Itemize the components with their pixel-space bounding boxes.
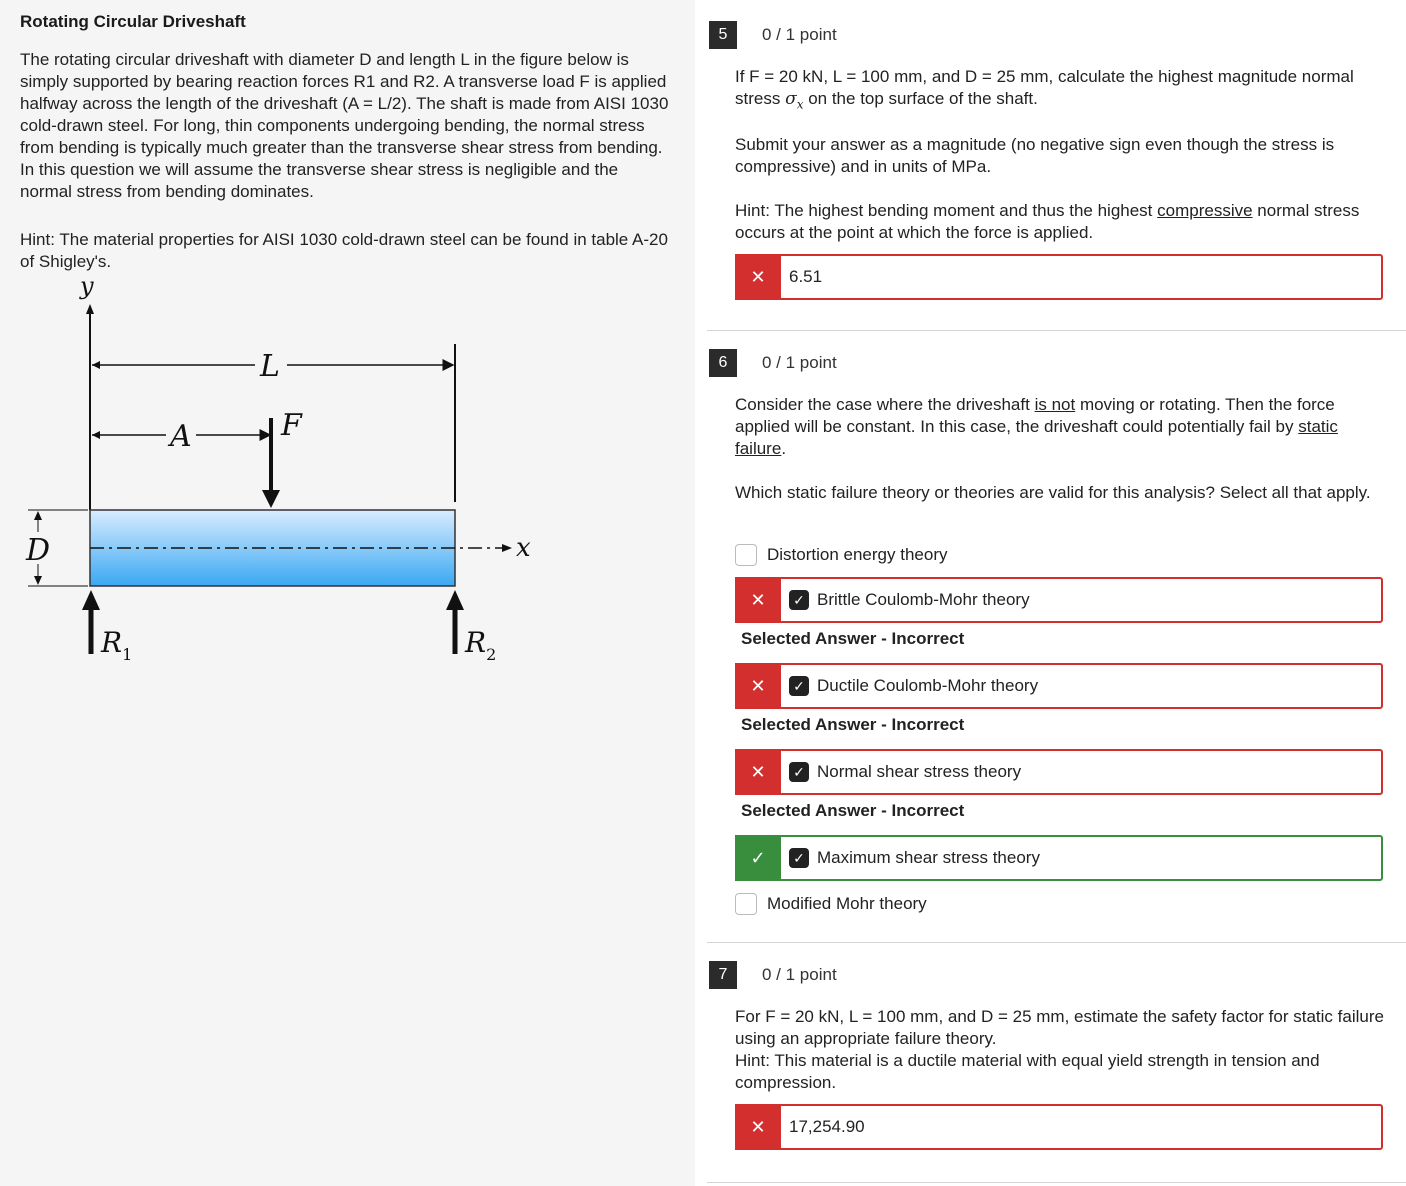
checkbox-unchecked[interactable] bbox=[735, 544, 757, 566]
checkbox-checked-icon[interactable]: ✓ bbox=[789, 590, 809, 610]
question-6-text: Consider the case where the driveshaft is not moving or rotating. Then the force applied will be constant. In this case, the driveshaft could potentially fail by static failure. bbox=[735, 395, 1338, 458]
x-axis-label: x bbox=[516, 533, 531, 563]
option-maximum-shear-stress[interactable]: ✓ ✓ Maximum shear stress theory bbox=[735, 835, 1383, 881]
question-7-answer[interactable] bbox=[735, 1104, 1383, 1150]
r2-label: $R_2$ bbox=[465, 626, 497, 664]
option-distortion-energy[interactable]: Distortion energy theory bbox=[735, 544, 947, 566]
questions-panel bbox=[695, 0, 1406, 1186]
r1-label: $R_1$ bbox=[101, 626, 133, 664]
question-divider bbox=[707, 1182, 1406, 1183]
selected-answer-note: Selected Answer - Incorrect bbox=[741, 629, 965, 648]
question-6-points: 0 / 1 point bbox=[762, 353, 837, 372]
option-modified-mohr[interactable]: Modified Mohr theory bbox=[735, 893, 927, 915]
problem-intro: The rotating circular driveshaft with diameter D and length L in the figure below is simply supported by bearing reaction forces R1 and R2. A transverse load F is applied halfway across the length of the driveshaft (A = L/2). The shaft is made from AISI 1030 cold-drawn steel. For long, thin components undergoing bending, the normal stress from bending is typically much greater than the transverse shear stress from bending. In this question we will assume the transverse shear stress is negligible and the normal stress from bending dominates. bbox=[20, 50, 669, 201]
y-axis-label: y bbox=[80, 272, 94, 300]
incorrect-x-icon: ✕ bbox=[735, 663, 781, 709]
question-7-points: 0 / 1 point bbox=[762, 965, 837, 984]
question-7-number: 7 bbox=[709, 961, 737, 989]
problem-panel bbox=[0, 0, 695, 1186]
question-6-number: 6 bbox=[709, 349, 737, 377]
checkbox-checked-icon[interactable]: ✓ bbox=[789, 848, 809, 868]
question-divider bbox=[707, 330, 1406, 331]
driveshaft-figure bbox=[0, 270, 600, 680]
question-7-answer-value: 17,254.90 bbox=[789, 1117, 865, 1136]
checkbox-checked-icon[interactable]: ✓ bbox=[789, 762, 809, 782]
correct-check-icon: ✓ bbox=[735, 835, 781, 881]
question-5-number: 5 bbox=[709, 21, 737, 49]
question-5-instructions: Submit your answer as a magnitude (no negative sign even though the stress is compressive) and in units of MPa. bbox=[735, 135, 1335, 176]
selected-answer-note: Selected Answer - Incorrect bbox=[741, 801, 965, 820]
question-divider bbox=[707, 942, 1406, 943]
incorrect-x-icon: ✕ bbox=[735, 254, 781, 300]
question-7-text: For F = 20 kN, L = 100 mm, and D = 25 mm, estimate the safety factor for static failure using an appropriate failure theory. bbox=[735, 1007, 1384, 1048]
incorrect-x-icon: ✕ bbox=[735, 1104, 781, 1150]
question-5-answer[interactable] bbox=[735, 254, 1383, 300]
option-ductile-coulomb-mohr[interactable]: ✕ ✓ Ductile Coulomb-Mohr theory bbox=[735, 663, 1383, 709]
question-5-text: If F = 20 kN, L = 100 mm, and D = 25 mm, calculate the highest magnitude normal stress $\sigma_x$ on the top surface of the shaft. bbox=[735, 67, 1354, 112]
option-brittle-coulomb-mohr[interactable]: ✕ ✓ Brittle Coulomb-Mohr theory bbox=[735, 577, 1383, 623]
a-label: A bbox=[170, 419, 192, 454]
option-normal-shear-stress[interactable]: ✕ ✓ Normal shear stress theory bbox=[735, 749, 1383, 795]
incorrect-x-icon: ✕ bbox=[735, 577, 781, 623]
problem-title: Rotating Circular Driveshaft bbox=[20, 12, 246, 31]
question-5-hint: Hint: The highest bending moment and thus the highest compressive normal stress occurs at the point at which the force is applied. bbox=[735, 201, 1360, 242]
question-5-points: 0 / 1 point bbox=[762, 25, 837, 44]
problem-hint: Hint: The material properties for AISI 1030 cold-drawn steel can be found in table A-20 of Shigley's. bbox=[20, 230, 668, 271]
checkbox-unchecked[interactable] bbox=[735, 893, 757, 915]
force-label: F bbox=[281, 408, 302, 443]
question-7-hint: Hint: This material is a ductile material with equal yield strength in tension and compression. bbox=[735, 1051, 1320, 1092]
incorrect-x-icon: ✕ bbox=[735, 749, 781, 795]
diameter-label: D bbox=[26, 533, 51, 568]
question-6-prompt: Which static failure theory or theories are valid for this analysis? Select all that apply. bbox=[735, 483, 1371, 502]
length-label: L bbox=[260, 349, 280, 384]
checkbox-checked-icon[interactable]: ✓ bbox=[789, 676, 809, 696]
selected-answer-note: Selected Answer - Incorrect bbox=[741, 715, 965, 734]
question-5-answer-value: 6.51 bbox=[789, 267, 823, 286]
